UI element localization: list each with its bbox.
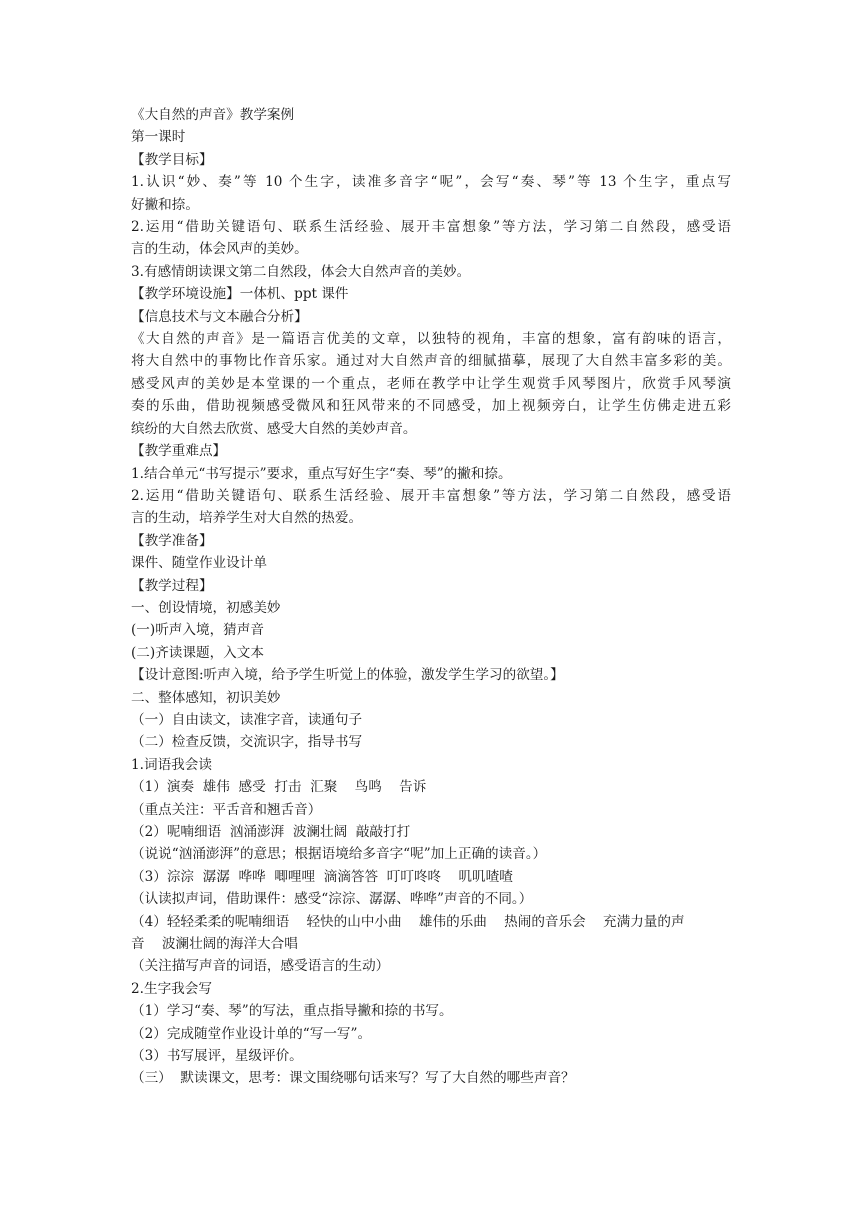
section-2-step-c: （三） 默读课文，思考：课文围绕哪句话来写？写了大自然的哪些声音？ bbox=[131, 1070, 575, 1087]
words-note-1: （重点关注：平舌音和翘舌音） bbox=[131, 801, 322, 818]
analysis-heading: 【信息技术与文本融合分析】 bbox=[131, 308, 308, 325]
words-item-4 bbox=[131, 911, 731, 956]
key-point-item-2 bbox=[131, 485, 731, 530]
analysis-line-1: 《大自然的声音》是一篇语言优美的文章，以独特的视角，丰富的想象，富有韵味的语言， bbox=[131, 331, 731, 348]
analysis-line-4: 奏的乐曲，借助视频感受微风和狂风带来的不同感受，加上视频旁白，让学生仿佛走进五彩 bbox=[131, 398, 731, 415]
words-note-3: （认读拟声词，借助课件：感受“淙淙、潺潺、哗哗”声音的不同。） bbox=[131, 891, 533, 908]
key-point-item-1: 1.结合单元“书写提示”要求，重点写好生字“奏、琴”的撇和捺。 bbox=[131, 465, 512, 482]
environment-line: 【教学环境设施】一体机、ppt 课件 bbox=[131, 286, 349, 303]
words-item-1: （1）演奏 雄伟 感受 打击 汇聚 鸟鸣 告诉 bbox=[131, 779, 427, 796]
section-2-step-b: （二）检查反馈，交流识字，指导书写 bbox=[131, 734, 363, 751]
words-note-2: （说说“汹涌澎湃”的意思；根据语境给多音字“呢”加上正确的读音。） bbox=[131, 846, 547, 863]
key-point-item-2-line-1: 2.运用“借助关键语句、联系生活经验、展开丰富想象”等方法，学习第二自然段，感受语 bbox=[131, 487, 731, 504]
words-heading: 1.词语我会读 bbox=[131, 756, 212, 773]
write-item-3: （3）书写展评，星级评价。 bbox=[131, 1048, 303, 1065]
objectives-heading: 【教学目标】 bbox=[131, 151, 213, 168]
analysis-line-3: 感受风声的美妙是本堂课的一个重点，老师在教学中让学生观赏手风琴图片，欣赏手风琴演 bbox=[131, 375, 731, 392]
words-note-4: （关注描写声音的词语，感受语言的生动） bbox=[131, 958, 390, 975]
objective-item-1-line-2: 好撇和捺。 bbox=[131, 196, 199, 213]
write-item-1: （1）学习“奏、琴”的写法，重点指导撇和捺的书写。 bbox=[131, 1003, 453, 1020]
objective-item-3: 3.有感情朗读课文第二自然段，体会大自然声音的美妙。 bbox=[131, 263, 471, 280]
section-1-step-b: (二)齐读课题，入文本 bbox=[131, 644, 264, 661]
section-2-step-a: （一）自由读文，读准字音，读通句子 bbox=[131, 711, 363, 728]
analysis-paragraph bbox=[131, 328, 731, 440]
objective-item-2-line-2: 言的生动，体会风声的美妙。 bbox=[131, 241, 308, 258]
section-1-step-a: (一)听声入境，猜声音 bbox=[131, 622, 264, 639]
key-point-item-2-line-2: 言的生动，培养学生对大自然的热爱。 bbox=[131, 510, 363, 527]
write-heading: 2.生字我会写 bbox=[131, 980, 212, 997]
key-points-heading: 【教学重难点】 bbox=[131, 443, 227, 460]
words-item-2: （2）呢喃细语 汹涌澎湃 波澜壮阔 敲敲打打 bbox=[131, 824, 411, 840]
words-item-4-line-2: 音 波澜壮阔的海洋大合唱 bbox=[131, 936, 298, 953]
lesson-label: 第一课时 bbox=[131, 129, 186, 146]
section-1-heading: 一、创设情境，初感美妙 bbox=[131, 599, 281, 616]
preparation-heading: 【教学准备】 bbox=[131, 532, 213, 549]
design-intent: 【设计意图:听声入境，给予学生听觉上的体验，激发学生学习的欲望。】 bbox=[131, 667, 564, 684]
objective-item-1-line-1: 1.认识“妙、奏”等 10 个生字，读准多音字“呢”，会写“奏、琴”等 13 个生字，重点写 bbox=[131, 174, 731, 191]
write-item-2: （2）完成随堂作业设计单的“写一写”。 bbox=[131, 1025, 372, 1042]
document-page bbox=[131, 104, 731, 1090]
words-item-4-line-1: （4）轻轻柔柔的呢喃细语 轻快的山中小曲 雄伟的乐曲 热闹的音乐会 充满力量的声 bbox=[131, 913, 685, 930]
objective-item-1 bbox=[131, 171, 731, 216]
analysis-line-5: 缤纷的大自然去欣赏、感受大自然的美妙声音。 bbox=[131, 420, 417, 437]
analysis-line-2: 将大自然中的事物比作音乐家。通过对大自然声音的细腻描摹，展现了大自然丰富多彩的美。 bbox=[131, 353, 731, 370]
preparation-text: 课件、随堂作业设计单 bbox=[131, 555, 267, 572]
section-2-heading: 二、整体感知，初识美妙 bbox=[131, 689, 281, 706]
process-heading: 【教学过程】 bbox=[131, 577, 213, 594]
words-item-3: （3）淙淙 潺潺 哗哗 唧哩哩 滴滴答答 叮叮咚咚 叽叽喳喳 bbox=[131, 868, 513, 885]
objective-item-2 bbox=[131, 216, 731, 261]
objective-item-2-line-1: 2.运用“借助关键语句、联系生活经验、展开丰富想象”等方法，学习第二自然段，感受语 bbox=[131, 219, 731, 236]
document-title: 《大自然的声音》教学案例 bbox=[131, 107, 295, 123]
